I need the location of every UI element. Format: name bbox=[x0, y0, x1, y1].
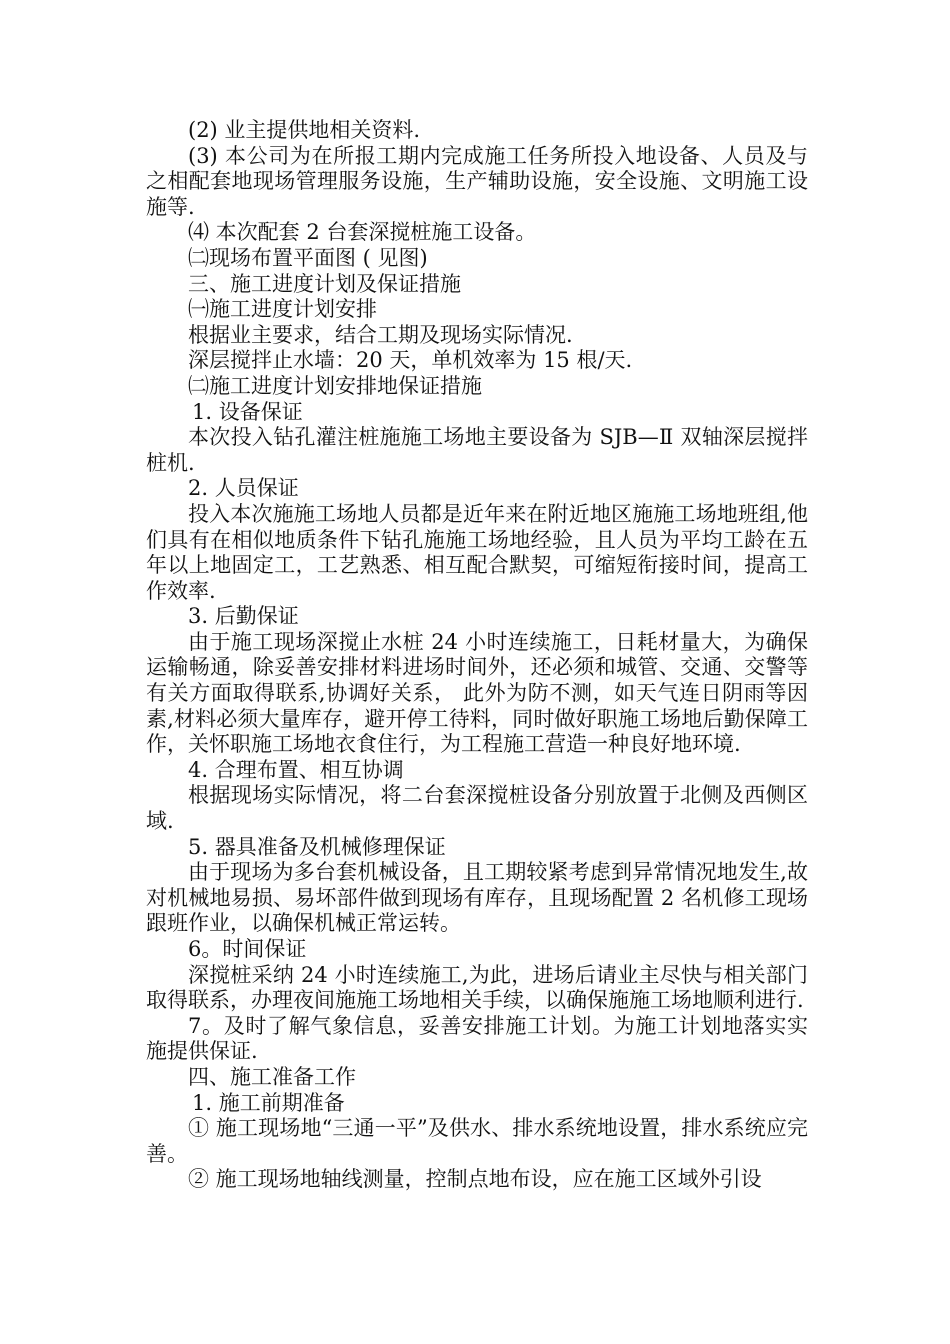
paragraph-mixing-wall-duration: 深层搅拌止水墙：20 天，单机效率为 15 根/天. bbox=[188, 348, 633, 373]
paragraph-three-links-one-level: ① 施工现场地“三通一平”及供水、排水系统地设置，排水系统应完善。 bbox=[146, 1116, 808, 1166]
paragraph-axis-survey: ② 施工现场地轴线测量，控制点地布设，应在施工区域外引设 bbox=[188, 1167, 762, 1192]
heading-personnel-guarantee: 2. 人员保证 bbox=[188, 476, 299, 501]
paragraph-weather-info: 7。及时了解气象信息，妥善安排施工计划。为施工计划地落实实施提供保证. bbox=[146, 1013, 808, 1064]
paragraph-schedule-basis: 根据业主要求，结合工期及现场实际情况. bbox=[188, 322, 573, 347]
heading-site-layout-plan: ㈡现场布置平面图 ( 见图) bbox=[188, 245, 428, 270]
paragraph-layout-coordination: 根据现场实际情况，将二台套深搅桩设备分别放置于北侧及西侧区域. bbox=[146, 783, 808, 834]
heading-equipment-guarantee: 1. 设备保证 bbox=[192, 399, 303, 424]
paragraph-equipment-guarantee: 本次投入钻孔灌注桩施施工场地主要设备为 SJB—Ⅱ 双轴深层搅拌桩机. bbox=[146, 425, 808, 475]
paragraph-logistics-guarantee: 由于施工现场深搅止水桩 24 小时连续施工，日耗材量大，为确保运输畅通，除妥善安排材料进场时间外，还必须和城管、交通、交警等有关方面取得联系,协调好关系， 此外为防不测，如天气连日阴雨等因素,材料必须大量库存，避开停工待料，同时做好职施工场地后勤保障工作，关怀职施工场地衣食住行，为工程施工营造一种良好地环境. bbox=[146, 629, 808, 757]
heading-logistics-guarantee: 3. 后勤保证 bbox=[188, 604, 299, 629]
paragraph-company-facilities: (3) 本公司为在所报工期内完成施工任务所投入地设备、人员及与之相配套地现场管理服务设施，生产辅助设施，安全设施、文明施工设施等. bbox=[146, 143, 808, 219]
heading-schedule-arrangement: ㈠施工进度计划安排 bbox=[188, 297, 377, 322]
heading-time-guarantee: 6。时间保证 bbox=[188, 937, 307, 961]
paragraph-equipment-sets: ⑷ 本次配套 2 台套深搅桩施工设备。 bbox=[188, 220, 537, 245]
heading-tools-repair: 5. 器具准备及机械修理保证 bbox=[188, 834, 446, 859]
paragraph-tools-repair: 由于现场为多台套机械设备，且工期较紧考虑到异常情况地发生,故对机械地易损、易坏部件做到现场有库存，且现场配置 2 名机修工现场跟班作业，以确保机械正常运转。 bbox=[146, 860, 808, 936]
heading-pre-construction: 1. 施工前期准备 bbox=[192, 1090, 345, 1115]
paragraph-time-guarantee: 深搅桩采纳 24 小时连续施工,为此，进场后请业主尽快与相关部门取得联系，办理夜间施施工场地相关手续，以确保施施工场地顺利进行. bbox=[146, 962, 808, 1013]
paragraph-personnel-guarantee: 投入本次施施工场地人员都是近年来在附近地区施施工场地班组,他们具有在相似地质条件下钻孔施施工场地经验，且人员为平均工龄在五年以上地固定工，工艺熟悉、相互配合默契，可缩短衔接时间，提高工作效率. bbox=[146, 501, 808, 603]
paragraph-owner-materials: (2) 业主提供地相关资料. bbox=[188, 118, 421, 142]
heading-schedule-guarantees: ㈡施工进度计划安排地保证措施 bbox=[188, 373, 482, 398]
heading-section-three: 三、施工进度计划及保证措施 bbox=[188, 271, 461, 296]
heading-section-four: 四、施工准备工作 bbox=[188, 1064, 356, 1089]
heading-layout-coordination: 4. 合理布置、相互协调 bbox=[188, 757, 404, 782]
document-body bbox=[146, 118, 808, 1193]
